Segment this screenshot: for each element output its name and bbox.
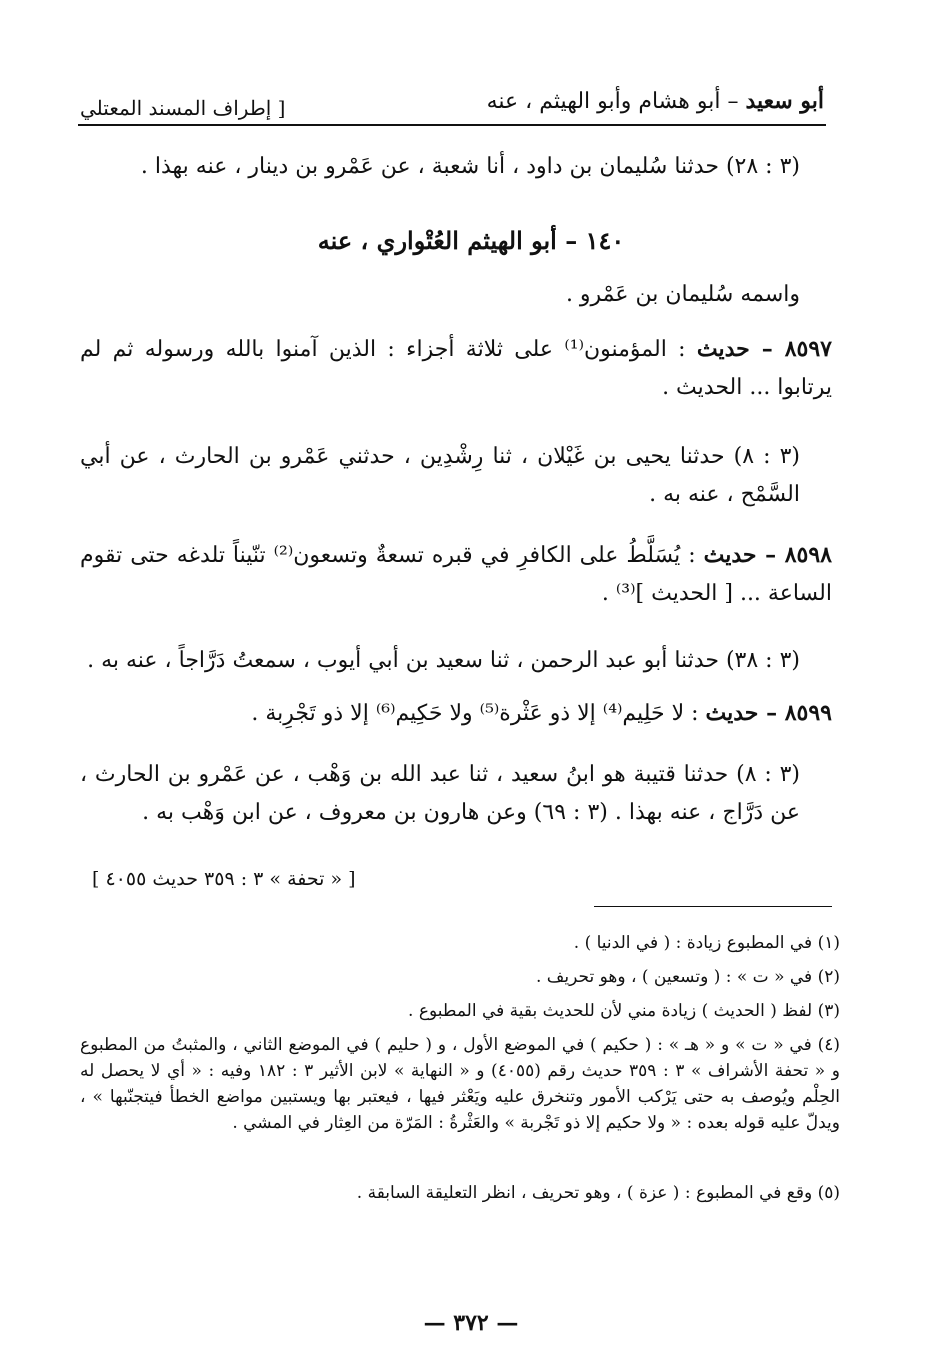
footnote-4: (٤) في « ت » و « هـ » : ( حكيم ) في الموضع الأول ، و ( حليم ) في الموضع الثاني ، والمثبتُ من المطبوع و « تحفة الأشراف » ٣ : ٣٥٩ حديث رقم (٤٠٥٥) و « النهاية » لابن الأثير ٣ : ١٨٢ وفيه : « أي لا يحصل له الحِلْم ويُوصف به حتى يَرْكب الأمور وتنخرق عليه ويَعْثر فيها ، فيعتبر بها ويستبين مواضع الخطأ فيتجنّبها » ، ويدلّ عليه قوله بعده : « ولا حكيم إلا ذو تَجْربة » والعَثْرةُ : المَرّة من العِثار في المشي . — [80, 1035, 840, 1133]
hadith-8597 — [80, 330, 832, 407]
footnote-5: (٥) وقع في المطبوع : ( عزة ) ، وهو تحريف ، انظر التعليقة السابقة . — [356, 1183, 840, 1203]
chain-paragraph-1: (٣ : ٢٨) حدثنا سُليمان بن داود ، أنا شعبة ، عن عَمْرو بن دينار ، عنه بهذا . — [140, 154, 800, 179]
hadith-8598 — [80, 536, 832, 613]
chain-paragraph-3: (٣ : ٣٨) حدثنا أبو عبد الرحمن ، ثنا سعيد بن أبي أيوب ، سمعتُ دَرَّاجاً ، عنه به . — [87, 648, 800, 673]
section-title: ١٤٠ – أبو الهيثم العُتْواري ، عنه — [317, 226, 625, 255]
running-header-author: أبو سعيد — [745, 88, 824, 114]
name-note: واسمه سُليمان بن عَمْرو . — [565, 282, 800, 307]
hadith-8597-text: : المؤمنون⁽¹⁾ على ثلاثة أجزاء : الذين آمنوا بالله ورسوله ثم لم يرتابوا ... الحديث . — [80, 337, 832, 400]
hadith-8599 — [80, 694, 832, 733]
footnote-3: (٣) لفظ ( الحديث ) زيادة مني لأن للحديث بقية في المطبوع . — [408, 1001, 840, 1021]
footnote-2: (٢) في « ت » : ( وتسعين ) ، وهو تحريف . — [536, 967, 840, 987]
tuhfa-citation: [ « تحفة » ٣ : ٣٥٩ حديث ٤٠٥٥ ] — [92, 868, 356, 890]
running-header — [487, 88, 824, 114]
header-rule — [78, 124, 826, 126]
footnote-rule — [594, 906, 832, 907]
page-number: — ٣٧٢ — — [423, 1310, 519, 1336]
hadith-8599-text: : لا حَلِيم⁽⁴⁾ إلا ذو عَثْرة⁽⁵⁾ ولا حَكِيم⁽⁶⁾ إلا ذو تَجْرِبة . — [251, 701, 706, 726]
footnote-1: (١) في المطبوع زيادة : ( في الدنيا ) . — [573, 933, 840, 953]
book-title-header: [ إطراف المسند المعتلي — [80, 96, 286, 120]
running-header-subtitle: – أبو هشام وأبو الهيثم ، عنه — [486, 89, 746, 114]
hadith-8598-text: : يُسَلَّطُ على الكافرِ في قبره تسعةٌ وتسعون⁽²⁾ تنّيناً تلدغه حتى تقوم الساعة ... [ الحديث ]⁽³⁾ . — [80, 543, 832, 606]
hadith-8597-number: ٨٥٩٧ – حديث — [696, 336, 832, 362]
chain-paragraph-2: (٣ : ٨) حدثنا يحيى بن غَيْلان ، ثنا رِشْدِين ، حدثني عَمْرو بن الحارث ، عن أبي السَّمْح ، عنه به . — [80, 444, 800, 507]
hadith-8599-number: ٨٥٩٩ – حديث — [705, 700, 832, 726]
hadith-8598-number: ٨٥٩٨ – حديث — [703, 542, 832, 568]
chain-paragraph-4: (٣ : ٨) حدثنا قتيبة هو ابنُ سعيد ، ثنا عبد الله بن وَهْب ، عن عَمْرو بن الحارث ، عن دَرَّاج ، عنه بهذا . (٣ : ٦٩) وعن هارون بن معروف ، عن ابن وَهْب به . — [80, 762, 800, 825]
